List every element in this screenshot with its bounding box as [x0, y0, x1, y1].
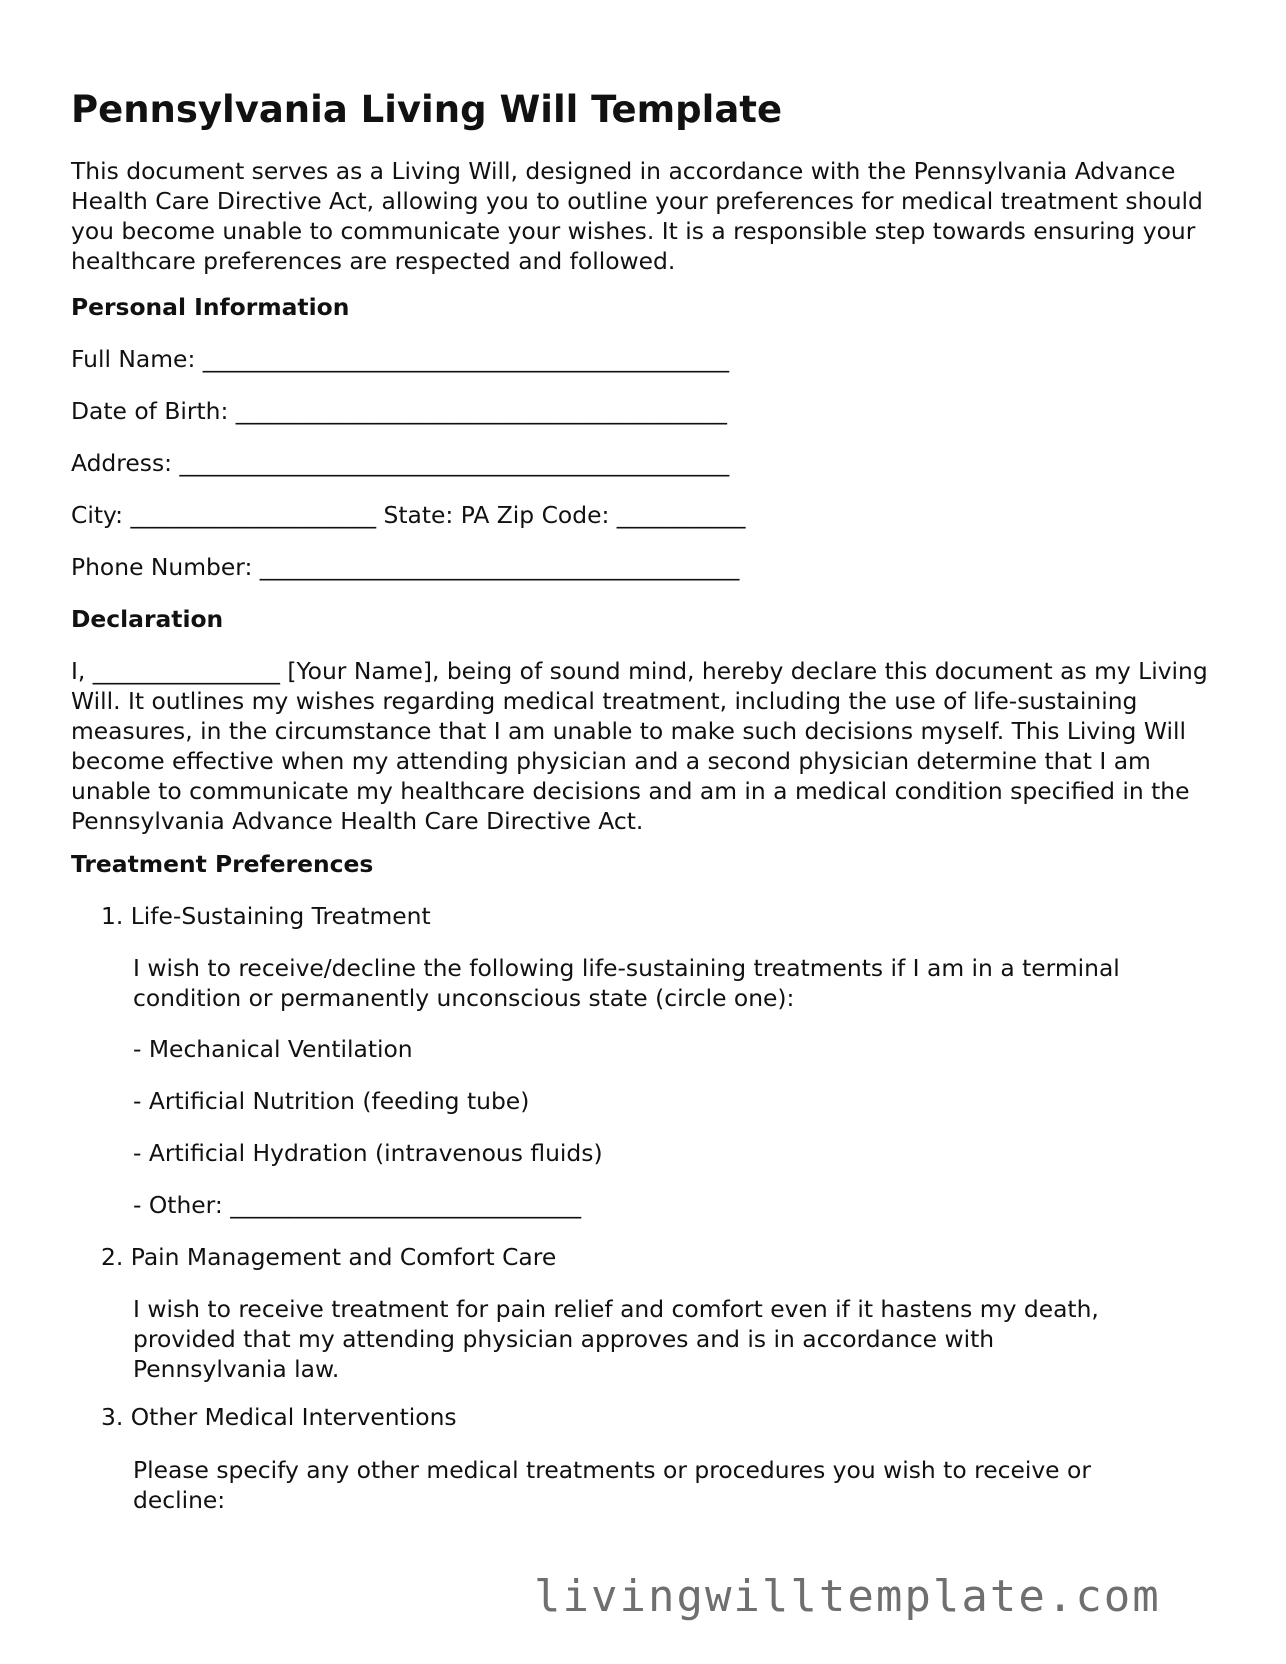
- item-title: Pain Management and Comfort Care: [130, 1243, 557, 1271]
- date-of-birth-field: Date of Birth: __________________________________________: [71, 397, 727, 425]
- option-artificial-hydration: - Artificial Hydration (intravenous fluids): [133, 1139, 603, 1167]
- site-watermark: livingwilltemplate.com: [534, 1571, 1161, 1622]
- option-other: - Other: ______________________________: [133, 1191, 582, 1219]
- treatment-preferences-heading: Treatment Preferences: [71, 850, 374, 878]
- item-3-text: Please specify any other medical treatments or procedures you wish to receive or decline:: [133, 1456, 1091, 1514]
- document-title: Pennsylvania Living Will Template: [71, 88, 783, 131]
- intro-paragraph: This document serves as a Living Will, designed in accordance with the Pennsylvania Advance Health Care Directive Act, allowing you to outline your preferences for medical treatment should you become unable to communicate your wishes. It is a responsible step towards ensuring your healthcare preferences are respected and followed.: [71, 157, 1203, 275]
- treatment-item-2: [101, 1242, 556, 1272]
- option-artificial-nutrition: - Artificial Nutrition (feeding tube): [133, 1087, 530, 1115]
- treatment-item-3: [101, 1402, 457, 1432]
- declaration-paragraph: I, ________________ [Your Name], being of sound mind, hereby declare this document as my Living Will. It outlines my wishes regarding medical treatment, including the use of life-sustaining measures, in the circumstance that I am unable to make such decisions myself. This Living Will become effective when my attending physician and a second physician determine that I am unable to communicate my healthcare decisions and am in a medical condition specified in the Pennsylvania Advance Health Care Directive Act.: [71, 657, 1208, 835]
- item-1-text: I wish to receive/decline the following life-sustaining treatments if I am in a terminal condition or permanently unconscious state (circle one):: [133, 954, 1120, 1012]
- item-number: 1.: [101, 902, 124, 930]
- full-name-field: Full Name: _____________________________________________: [71, 345, 730, 373]
- option-mechanical-ventilation: - Mechanical Ventilation: [133, 1035, 413, 1063]
- declaration-heading: Declaration: [71, 605, 224, 633]
- treatment-item-1: [101, 901, 431, 931]
- personal-information-heading: Personal Information: [71, 293, 350, 321]
- item-title: Other Medical Interventions: [130, 1403, 457, 1431]
- city-state-zip-field: City: _____________________ State: PA Zip Code: ___________: [71, 501, 746, 529]
- item-number: 3.: [101, 1403, 124, 1431]
- item-title: Life-Sustaining Treatment: [130, 902, 431, 930]
- phone-number-field: Phone Number: _________________________________________: [71, 553, 740, 581]
- item-2-text: I wish to receive treatment for pain relief and comfort even if it hastens my death, provided that my attending physician approves and is in accordance with Pennsylvania law.: [133, 1295, 1099, 1383]
- address-field: Address: _______________________________________________: [71, 449, 730, 477]
- item-number: 2.: [101, 1243, 124, 1271]
